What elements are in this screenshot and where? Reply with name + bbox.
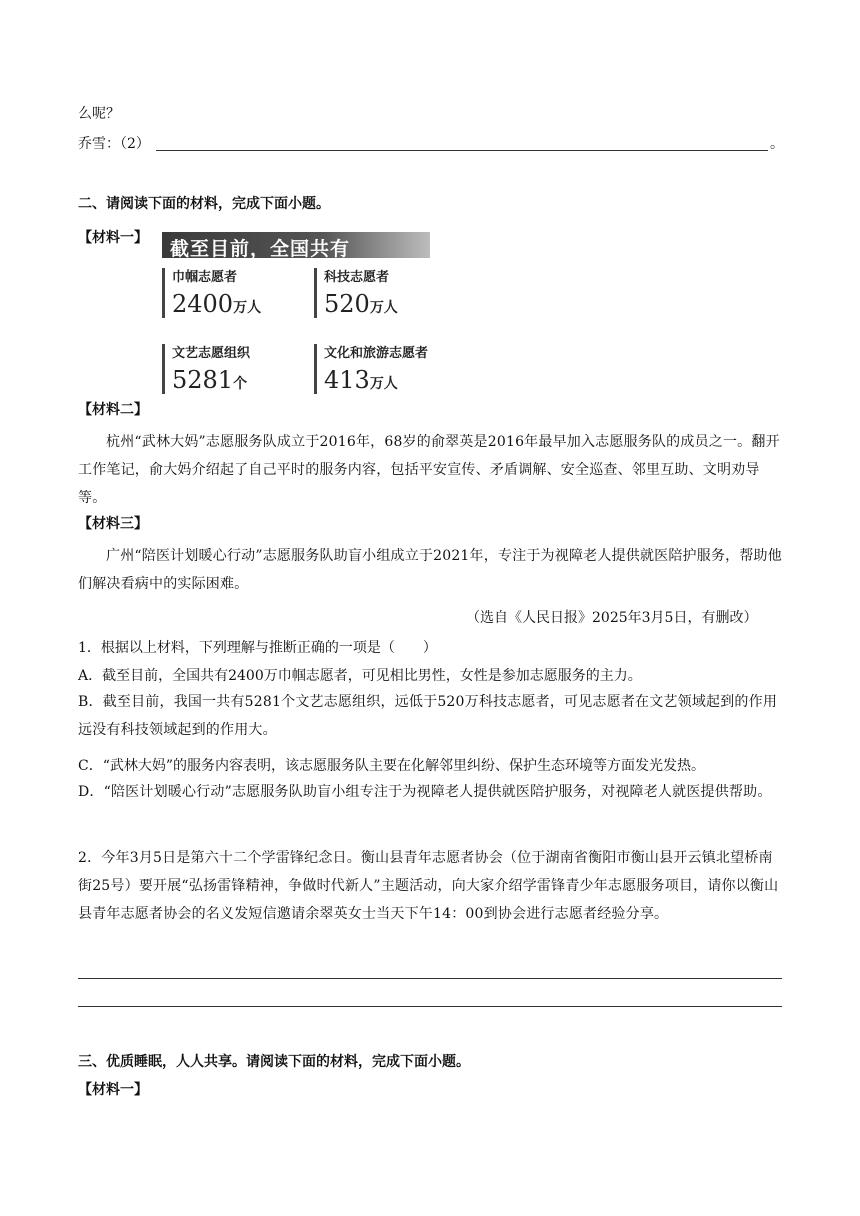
section-3-heading: 三、优质睡眠，人人共享。请阅读下面的材料，完成下面小题。 (78, 1054, 470, 1070)
stat-tech-volunteers (314, 266, 444, 320)
infographic-header-text: 截至目前，全国共有 (170, 238, 351, 260)
stat-value: 5281个 (172, 366, 248, 394)
stat-value: 520万人 (324, 290, 398, 318)
answer-line-2[interactable] (78, 1006, 782, 1007)
stat-bar (314, 344, 317, 394)
section-2-heading: 二、请阅读下面的材料，完成下面小题。 (78, 196, 330, 212)
material-2-label: 【材料二】 (78, 402, 148, 418)
answer-line-1[interactable] (78, 978, 782, 979)
source-citation: （选自《人民日报》2025年3月5日，有删改） (466, 610, 758, 626)
material-2-text: 杭州“武林大妈”志愿服务队成立于2016年，68岁的俞翠英是2016年最早加入志愿服务队的成员之一。翻开工作笔记，俞大妈介绍起了自己平时的服务内容，包括平安宣传、矛盾调解、安全巡查、邻里互助、文明劝导等。 (78, 434, 780, 506)
answer-suffix: 。 (770, 136, 784, 152)
material-3-text: 广州“陪医计划暖心行动”志愿服务队助盲小组成立于2021年，专注于为视障老人提供就医陪护服务，帮助他们解决看病中的实际困难。 (78, 548, 782, 592)
question-2: 2．今年3月5日是第六十二个学雷锋纪念日。衡山县青年志愿者协会（位于湖南省衡阳市衡山县开云镇北望桥南街25号）要开展“弘扬雷锋精神，争做时代新人”主题活动，向大家介绍学雷锋青少年志愿服务项目，请你以衡山县青年志愿者协会的名义发短信邀请余翠英女士当天下午14：00到协会进行志愿者经验分享。 (78, 850, 779, 922)
stat-value: 2400万人 (172, 290, 262, 318)
continued-text: 么呢？ (78, 106, 120, 122)
stat-culture-tourism-volunteers (314, 342, 444, 396)
answer-prefix: 乔雪：（2） (78, 136, 150, 152)
material-1-label: 【材料一】 (78, 230, 148, 246)
material-3-label: 【材料三】 (78, 516, 148, 532)
stat-bar (314, 268, 317, 318)
stat-label: 文化和旅游志愿者 (324, 346, 429, 361)
stat-arts-organizations (162, 342, 292, 396)
section-3-material-1-label: 【材料一】 (78, 1082, 148, 1098)
stat-label: 巾帼志愿者 (172, 270, 238, 285)
infographic-header (162, 232, 430, 258)
stat-label: 科技志愿者 (324, 270, 390, 285)
option-d[interactable]: D．“陪医计划暖心行动”志愿服务队助盲小组专注于为视障老人提供就医陪护服务，对视障老人就医提供帮助。 (78, 784, 772, 800)
stat-women-volunteers (162, 266, 292, 320)
stat-value: 413万人 (324, 366, 398, 394)
stat-label: 文艺志愿组织 (172, 346, 251, 361)
stat-bar (162, 344, 165, 394)
option-c[interactable]: C．“武林大妈”的服务内容表明，该志愿服务队主要在化解邻里纠纷、保护生态环境等方面发光发热。 (78, 758, 706, 774)
option-b[interactable]: B．截至目前，我国一共有5281个文艺志愿组织，远低于520万科技志愿者，可见志愿者在文艺领域起到的作用远没有科技领域起到的作用大。 (78, 694, 778, 738)
answer-blank-line[interactable] (156, 150, 768, 151)
stat-bar (162, 268, 165, 318)
volunteer-infographic (162, 232, 430, 394)
question-1: 1．根据以上材料，下列理解与推断正确的一项是（ ） (78, 640, 437, 656)
option-a[interactable]: A．截至目前，全国共有2400万巾帼志愿者，可见相比男性，女性是参加志愿服务的主力。 (78, 668, 642, 684)
